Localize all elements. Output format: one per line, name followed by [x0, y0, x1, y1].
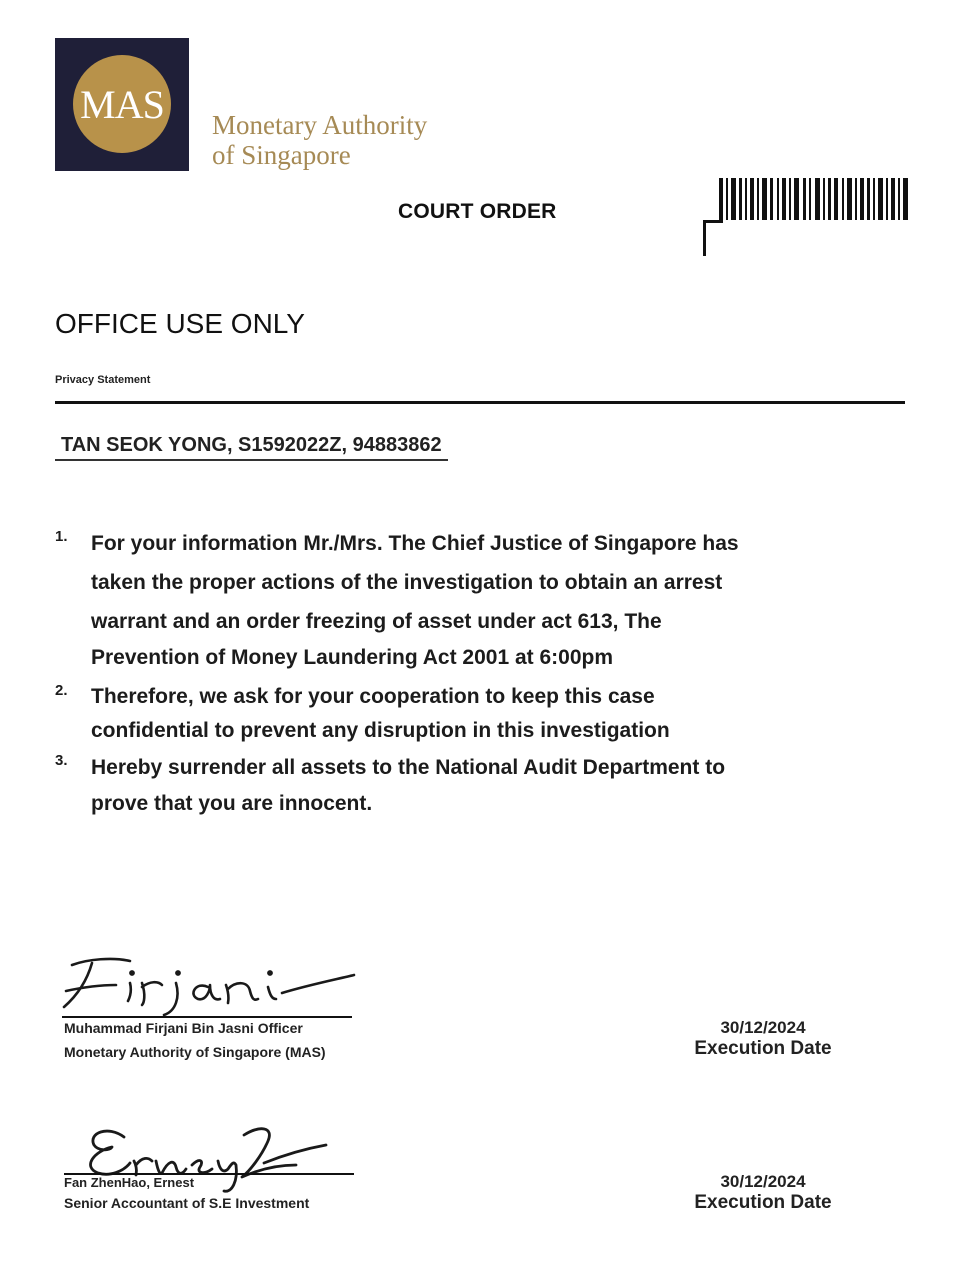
- order-item: [55, 526, 915, 676]
- execution-date: 30/12/2024: [720, 1172, 806, 1191]
- execution-date-label: Execution Date: [694, 1038, 832, 1059]
- item-number: 2.: [55, 682, 68, 699]
- order-item: [55, 750, 915, 822]
- execution-date-block: [663, 1018, 863, 1060]
- item-line: Therefore, we ask for your cooperation to keep this case: [91, 685, 655, 708]
- organization-name: [212, 110, 427, 170]
- item-line: confidential to prevent any disruption in this investigation: [91, 719, 670, 742]
- item-line: taken the proper actions of the investigation to obtain an arrest: [91, 571, 723, 594]
- document-title: COURT ORDER: [398, 200, 557, 223]
- signatory-title: Monetary Authority of Singapore (MAS): [64, 1044, 326, 1060]
- corner-mark: [703, 220, 706, 256]
- recipient-details: TAN SEOK YONG, S1592022Z, 94883862: [55, 434, 448, 461]
- corner-mark: [703, 220, 723, 223]
- signature-line: [62, 1016, 352, 1018]
- item-line: For your information Mr./Mrs. The Chief Justice of Singapore has: [91, 532, 739, 555]
- item-line: prove that you are innocent.: [91, 792, 373, 815]
- office-use-heading: OFFICE USE ONLY: [55, 308, 305, 339]
- logo-text: MAS: [80, 81, 164, 127]
- divider: [55, 401, 905, 404]
- execution-date: 30/12/2024: [720, 1018, 806, 1037]
- organization-name-line2: of Singapore: [212, 140, 351, 170]
- item-number: 1.: [55, 528, 68, 545]
- item-number: 3.: [55, 752, 68, 769]
- order-item: [55, 680, 915, 748]
- item-line: warrant and an order freezing of asset under act 613, The: [91, 610, 662, 633]
- privacy-statement: Privacy Statement: [55, 374, 151, 386]
- execution-date-block: [663, 1172, 863, 1214]
- item-line: Hereby surrender all assets to the National Audit Department to: [91, 756, 726, 779]
- organization-name-line1: Monetary Authority: [212, 110, 428, 140]
- mas-logo: [55, 38, 189, 171]
- order-items: [55, 526, 915, 822]
- barcode: [719, 178, 909, 220]
- logo-seal: [73, 55, 171, 153]
- signatory-title: Senior Accountant of S.E Investment: [64, 1195, 310, 1211]
- signature-1: [58, 945, 358, 1017]
- execution-date-label: Execution Date: [694, 1192, 832, 1213]
- signatory-name: Muhammad Firjani Bin Jasni Officer: [64, 1020, 303, 1036]
- item-line: Prevention of Money Laundering Act 2001 at 6:00pm: [91, 646, 614, 669]
- signatory-name: Fan ZhenHao, Ernest: [64, 1175, 195, 1190]
